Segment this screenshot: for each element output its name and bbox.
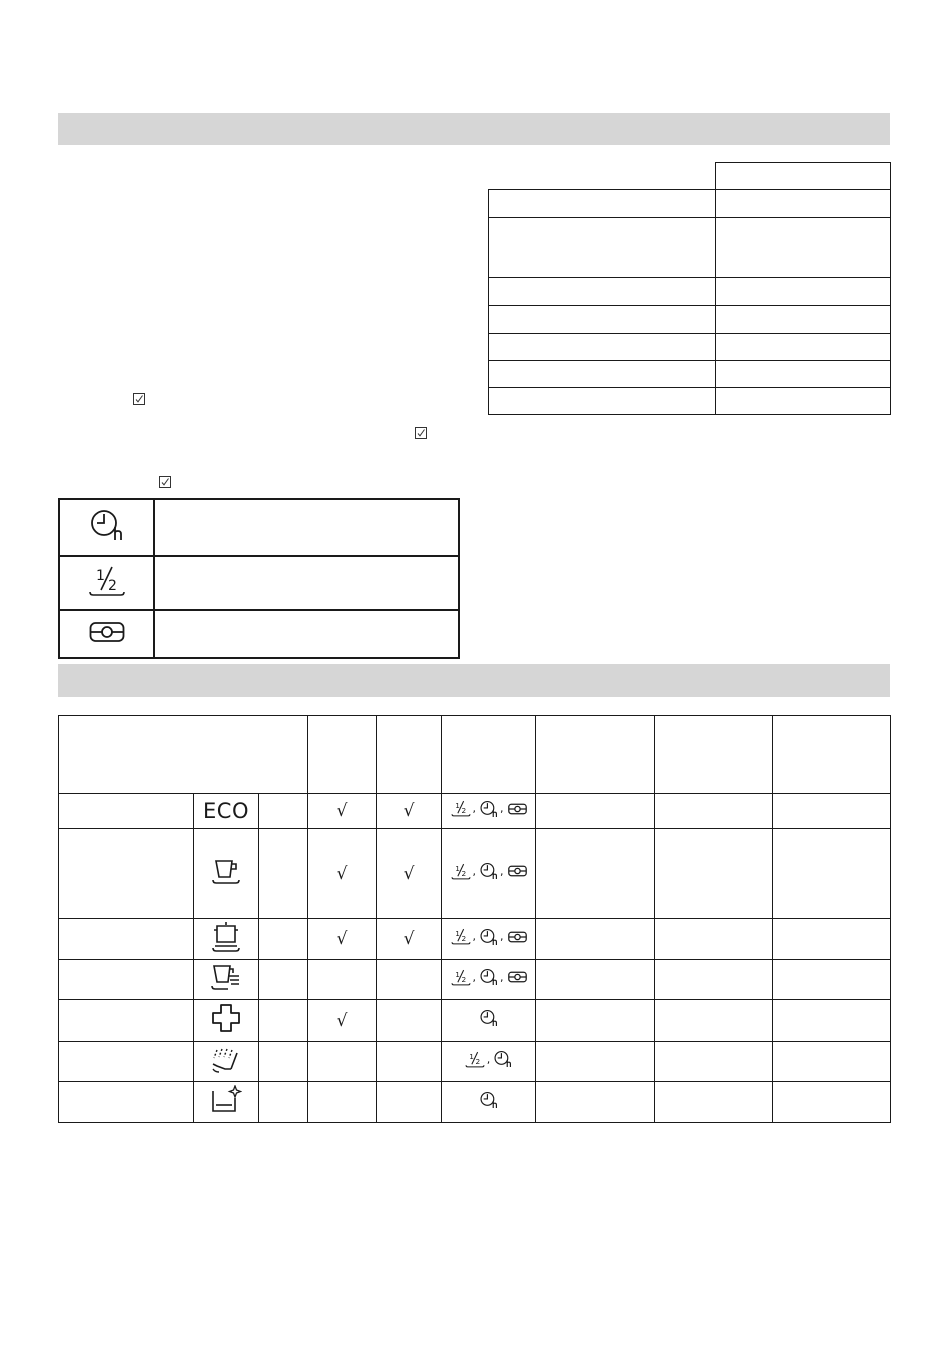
table-cell (773, 1082, 891, 1123)
option-separator: , (486, 1052, 491, 1066)
table-row (59, 499, 459, 556)
delay-start-icon (480, 928, 498, 946)
delay-start-icon (494, 1050, 512, 1068)
table-cell (716, 306, 891, 334)
table-cell (773, 1042, 891, 1082)
check-cell (377, 829, 442, 919)
programme-name (59, 919, 194, 960)
check-mark: √ (403, 801, 415, 821)
table-row (489, 388, 891, 415)
table-cell (259, 919, 308, 960)
options-group (451, 968, 527, 987)
svg-text:1: 1 (454, 863, 460, 873)
table-row (489, 190, 891, 218)
table-cell (489, 163, 716, 190)
half-load-icon (465, 1050, 485, 1069)
delay-start-icon (480, 862, 498, 880)
header-cell (308, 716, 377, 794)
check-mark: √ (336, 1010, 348, 1031)
programme-name (59, 960, 194, 1000)
hygiene-cross-icon (211, 1003, 241, 1033)
eco-label: ECO (203, 799, 249, 823)
table-row (489, 163, 891, 190)
table-cell (716, 218, 891, 278)
special-option-icon (508, 931, 527, 943)
table-cell (773, 1000, 891, 1042)
pot-icon (211, 921, 241, 953)
programme-icon-cell (194, 829, 259, 919)
programme-icon-cell (194, 1082, 259, 1123)
options-group (451, 799, 527, 818)
symbol-description (154, 556, 459, 610)
options-group (480, 1009, 498, 1027)
delay-start-icon (480, 1009, 498, 1027)
table-row (59, 829, 891, 919)
options-cell (442, 960, 536, 1000)
table-cell (716, 190, 891, 218)
table-cell (536, 1042, 655, 1082)
half-load-icon (451, 862, 471, 881)
svg-text:1: 1 (454, 928, 460, 938)
quick-cup-icon (211, 962, 241, 992)
options-group (480, 1091, 498, 1109)
table-row (59, 919, 891, 960)
header-cell (773, 716, 891, 794)
special-option-icon (89, 621, 125, 643)
programme-icon-cell (194, 1042, 259, 1082)
check-cell (308, 1000, 377, 1042)
table-cell (716, 163, 891, 190)
check-mark: √ (336, 929, 348, 949)
half-load-icon (451, 799, 471, 818)
table-cell (259, 794, 308, 829)
programme-name (59, 829, 194, 919)
header-cell (442, 716, 536, 794)
check-cell (308, 1042, 377, 1082)
option-separator: , (500, 802, 504, 815)
table-cell (716, 388, 891, 415)
table-cell (259, 1042, 308, 1082)
table-row (59, 1042, 891, 1082)
table-cell (655, 919, 773, 960)
option-separator: , (472, 864, 477, 878)
programme-name (59, 794, 194, 829)
table-cell (536, 1000, 655, 1042)
svg-text:2: 2 (461, 806, 466, 816)
check-cell (308, 960, 377, 1000)
svg-text:2: 2 (461, 868, 466, 878)
delay-start-icon (480, 800, 498, 818)
symbol-cell (59, 610, 154, 658)
svg-text:2: 2 (475, 1056, 480, 1066)
check-mark: √ (403, 863, 415, 884)
symbol-description (154, 499, 459, 556)
table-cell (655, 1082, 773, 1123)
table-cell (489, 388, 716, 415)
svg-text:1: 1 (468, 1051, 474, 1061)
table-row (59, 610, 459, 658)
table-cell (716, 361, 891, 388)
header-cell (536, 716, 655, 794)
special-option-icon (508, 971, 527, 983)
check-cell (377, 794, 442, 829)
header-cell (655, 716, 773, 794)
table-row (59, 1000, 891, 1042)
table-cell (259, 960, 308, 1000)
option-separator: , (500, 930, 504, 943)
table-cell (489, 334, 716, 361)
table-cell (489, 306, 716, 334)
table-cell (259, 829, 308, 919)
table-cell (655, 1000, 773, 1042)
info-table (488, 162, 891, 415)
svg-text:1: 1 (454, 969, 460, 979)
programme-name (59, 1042, 194, 1082)
symbol-cell (59, 499, 154, 556)
programme-icon-cell (194, 919, 259, 960)
delay-start-icon (90, 508, 124, 542)
table-cell (489, 278, 716, 306)
programme-name (59, 1082, 194, 1123)
symbol-cell (59, 556, 154, 610)
table-cell (536, 919, 655, 960)
options-cell (442, 1000, 536, 1042)
table-cell (259, 1000, 308, 1042)
half-load-icon (88, 564, 126, 598)
options-cell (442, 1082, 536, 1123)
check-cell (308, 1082, 377, 1123)
table-cell (716, 278, 891, 306)
check-cell (377, 1000, 442, 1042)
checkbox-note-icon (133, 393, 145, 405)
options-group (465, 1050, 513, 1069)
table-cell (773, 829, 891, 919)
option-separator: , (472, 930, 477, 943)
half-load-icon (451, 927, 471, 946)
special-option-icon (508, 803, 527, 815)
table-cell (655, 1042, 773, 1082)
section-header-band (58, 664, 890, 697)
check-mark: √ (336, 863, 348, 884)
table-cell (773, 919, 891, 960)
table-cell (655, 829, 773, 919)
table-row (59, 556, 459, 610)
svg-text:2: 2 (107, 577, 117, 594)
svg-text:2: 2 (461, 974, 466, 984)
options-cell (442, 1042, 536, 1082)
options-cell (442, 794, 536, 829)
delay-start-icon (480, 1091, 498, 1109)
check-cell (308, 829, 377, 919)
table-cell (773, 794, 891, 829)
svg-text:1: 1 (95, 567, 105, 584)
table-cell (489, 218, 716, 278)
checkbox-note-icon (159, 476, 171, 488)
table-row (489, 218, 891, 278)
table-cell (489, 190, 716, 218)
header-cell (59, 716, 308, 794)
table-row (59, 1082, 891, 1123)
check-cell (377, 1082, 442, 1123)
option-separator: , (500, 970, 504, 984)
special-option-icon (508, 865, 527, 877)
check-cell (377, 919, 442, 960)
rinse-spray-icon (211, 1044, 241, 1074)
table-cell (773, 960, 891, 1000)
table-cell (536, 794, 655, 829)
check-mark: √ (336, 801, 348, 821)
options-group (451, 862, 527, 881)
options-group (451, 927, 527, 946)
table-cell (655, 794, 773, 829)
self-clean-icon (210, 1085, 242, 1115)
table-row (489, 361, 891, 388)
check-cell (377, 960, 442, 1000)
programme-icon-cell (194, 794, 259, 829)
symbol-legend-table (58, 498, 460, 659)
table-cell (536, 960, 655, 1000)
header-cell (377, 716, 442, 794)
table-header-row (59, 716, 891, 794)
table-row (489, 334, 891, 361)
table-cell (655, 960, 773, 1000)
cup-on-plate-icon (211, 856, 241, 886)
programme-icon-cell (194, 960, 259, 1000)
options-cell (442, 829, 536, 919)
table-row (489, 278, 891, 306)
programme-table (58, 715, 891, 1123)
option-separator: , (472, 970, 477, 984)
programme-name (59, 1000, 194, 1042)
table-cell (489, 361, 716, 388)
section-header-band (58, 113, 890, 145)
svg-text:2: 2 (461, 934, 466, 944)
table-cell (259, 1082, 308, 1123)
delay-start-icon (480, 968, 498, 986)
check-cell (377, 1042, 442, 1082)
option-separator: , (500, 864, 504, 878)
programme-icon-cell (194, 1000, 259, 1042)
svg-text:1: 1 (454, 800, 460, 810)
table-row (489, 306, 891, 334)
check-mark: √ (403, 929, 415, 949)
table-cell (536, 1082, 655, 1123)
options-cell (442, 919, 536, 960)
check-cell (308, 919, 377, 960)
option-separator: , (472, 802, 477, 815)
table-cell (716, 334, 891, 361)
checkbox-note-icon (415, 427, 427, 439)
table-row (59, 960, 891, 1000)
symbol-description (154, 610, 459, 658)
check-cell (308, 794, 377, 829)
half-load-icon (451, 968, 471, 987)
table-cell (536, 829, 655, 919)
table-row (59, 794, 891, 829)
